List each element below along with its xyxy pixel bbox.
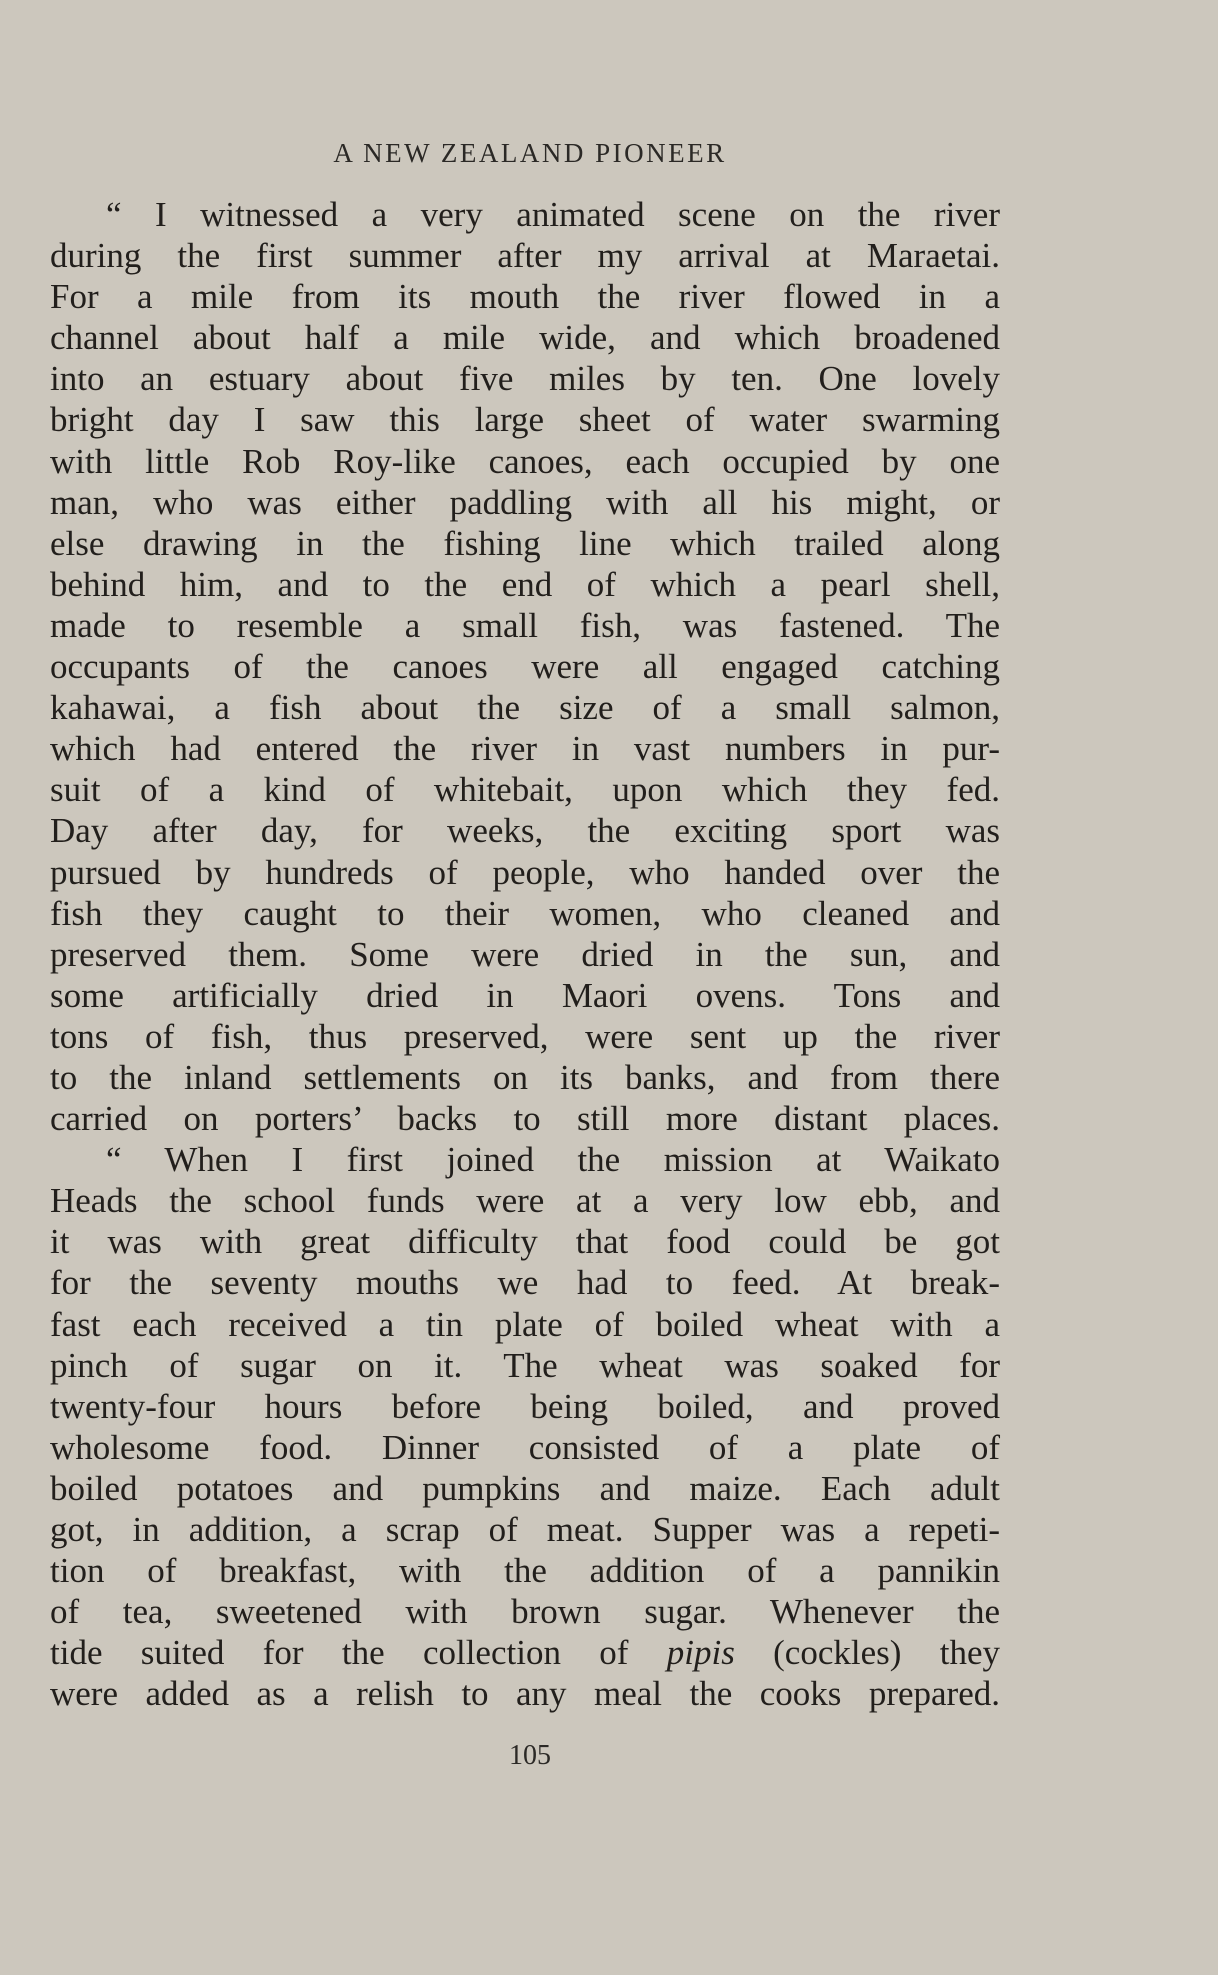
text-line: channel about half a mile wide, and which broadened bbox=[50, 318, 1000, 358]
text-line: man, who was either paddling with all his might, or bbox=[50, 482, 1000, 522]
text-line: Day after day, for weeks, the exciting sport was bbox=[50, 811, 1000, 851]
text-line: kahawai, a fish about the size of a small salmon, bbox=[50, 688, 1000, 728]
text-line: of tea, sweetened with brown sugar. Whenever the bbox=[50, 1592, 1000, 1632]
text-line: tons of fish, thus preserved, were sent up the river bbox=[50, 1016, 1000, 1056]
text-line: into an estuary about five miles by ten. One lovely bbox=[50, 359, 1000, 399]
text-line: wholesome food. Dinner consisted of a plate of bbox=[50, 1427, 1000, 1467]
text-line: carried on porters’ backs to still more distant places. bbox=[50, 1099, 1000, 1139]
pipis-italic-word: pipis bbox=[666, 1633, 735, 1673]
text-line: suit of a kind of whitebait, upon which they fed. bbox=[50, 770, 1000, 810]
text-line: “ When I first joined the mission at Waikato bbox=[106, 1140, 1000, 1180]
text-line-final: were added as a relish to any meal the cooks prepared. bbox=[50, 1674, 1000, 1714]
text-line: “ I witnessed a very animated scene on the river bbox=[106, 195, 1000, 234]
text-line: made to resemble a small fish, was fastened. The bbox=[50, 605, 1000, 645]
body-text bbox=[50, 194, 1000, 1714]
page-number: 105 bbox=[509, 1740, 551, 1771]
pipis-line-before: tide suited for the collection of bbox=[50, 1633, 667, 1673]
text-line: with little Rob Roy-like canoes, each occupied by one bbox=[50, 441, 1000, 481]
running-title: A NEW ZEALAND PIONEER bbox=[333, 138, 727, 168]
text-line: preserved them. Some were dried in the sun, and bbox=[50, 934, 1000, 974]
text-line: bright day I saw this large sheet of water swarming bbox=[50, 400, 1000, 440]
text-line: twenty-four hours before being boiled, and proved bbox=[50, 1386, 1000, 1426]
text-line: some artificially dried in Maori ovens. Tons and bbox=[50, 975, 1000, 1015]
text-line: got, in addition, a scrap of meat. Supper was a repeti- bbox=[50, 1510, 1000, 1549]
text-line: for the seventy mouths we had to feed. At break- bbox=[50, 1263, 1000, 1303]
pipis-line-after: (cockles) they bbox=[734, 1633, 1000, 1673]
text-line: it was with great difficulty that food could be got bbox=[50, 1222, 1000, 1262]
text-line: pinch of sugar on it. The wheat was soaked for bbox=[50, 1345, 1000, 1385]
text-line: fish they caught to their women, who cleaned and bbox=[50, 893, 1000, 933]
text-line: boiled potatoes and pumpkins and maize. Each adult bbox=[50, 1468, 1000, 1508]
text-line: during the first summer after my arrival at Maraetai. bbox=[50, 236, 1000, 276]
text-line: tion of breakfast, with the addition of a pannikin bbox=[50, 1551, 1000, 1591]
text-line: occupants of the canoes were all engaged catching bbox=[50, 647, 1000, 687]
text-line: behind him, and to the end of which a pearl shell, bbox=[50, 564, 1000, 604]
text-line-pipis bbox=[50, 1632, 1000, 1673]
text-line: Heads the school funds were at a very low ebb, and bbox=[50, 1181, 1000, 1221]
text-line: For a mile from its mouth the river flowed in a bbox=[50, 277, 1000, 317]
text-line: fast each received a tin plate of boiled wheat with a bbox=[50, 1304, 1000, 1344]
text-line: which had entered the river in vast numbers in pur- bbox=[50, 729, 1000, 769]
text-line: else drawing in the fishing line which trailed along bbox=[50, 523, 1000, 563]
text-line: pursued by hundreds of people, who handed over the bbox=[50, 852, 1000, 892]
text-line: to the inland settlements on its banks, and from there bbox=[50, 1057, 1000, 1097]
